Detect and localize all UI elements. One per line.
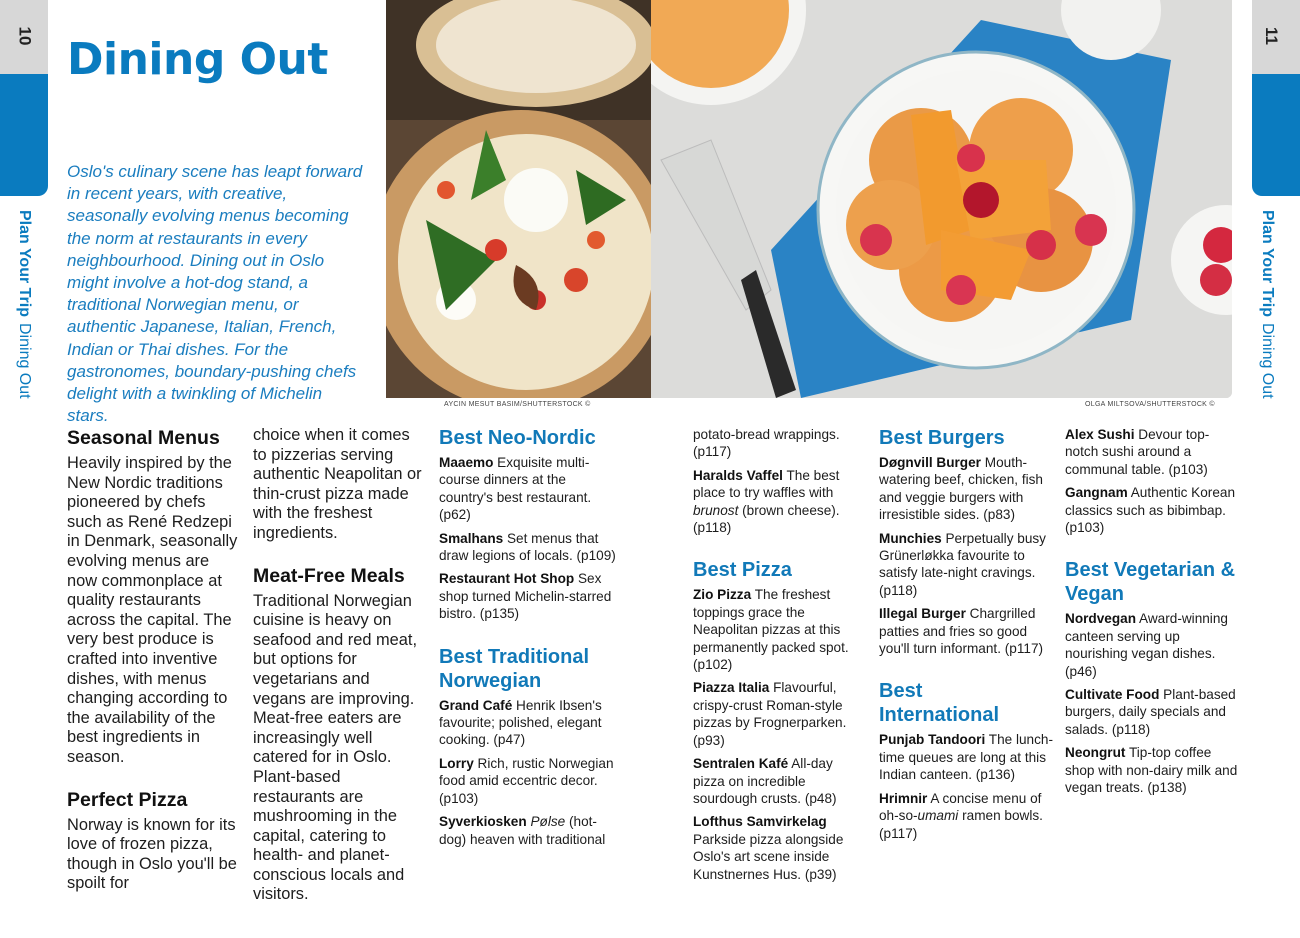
column-3 [439, 426, 619, 854]
list-item: Gangnam Authentic Korean classics such as bibimbap. (p103) [1065, 485, 1236, 536]
list-item: Alex Sushi Devour top-notch sushi around a communal table. (p103) [1065, 427, 1210, 477]
vegetarian-heading: Best Vegetarian & Vegan [1065, 559, 1236, 606]
perfect-pizza-text-b: choice when it comes to pizzerias serving authentic Neapolitan or thin-crust pizza made with the freshest ingredients. [253, 426, 422, 542]
photo-credit-left: AYCIN MESUT BASIM/SHUTTERSTOCK © [444, 401, 591, 408]
burgers-heading: Best Burgers [879, 427, 1005, 449]
list-item: Syverkiosken Pølse (hot-dog) heaven with traditional [439, 814, 606, 847]
page-number-right: 11 [1261, 27, 1281, 45]
column-4 [693, 426, 863, 889]
list-item: Cultivate Food Plant-based burgers, daily specials and salads. (p118) [1065, 687, 1236, 737]
list-item: Restaurant Hot Shop Sex shop turned Michelin-starred bistro. (p135) [439, 571, 612, 622]
section-name: Plan Your Trip [16, 210, 33, 317]
list-item: Døgnvill Burger Mouth-watering beef, chicken, fish and veggie burgers with irresistible sides. (p83) [879, 455, 1043, 523]
perfect-pizza-text-a: Norway is known for its love of frozen pizza, though in Oslo you'll be spoilt for [67, 815, 237, 893]
column-1 [67, 426, 239, 894]
list-item: Lorry Rich, rustic Norwegian food amid eccentric decor. (p103) [439, 755, 614, 806]
side-label-left [15, 210, 33, 399]
photo-credit-right: OLGA MILTSOVA/SHUTTERSTOCK © [1085, 401, 1215, 408]
list-item: Maaemo Exquisite multi-course dinners at the country's best restaurant. (p62) [439, 455, 592, 523]
side-label-right [1258, 210, 1276, 399]
page-number-left: 10 [15, 26, 35, 46]
list-item: Punjab Tandoori The lunch-time queues are long at this Indian canteen. (p136) [879, 732, 1053, 783]
list-item: Grand Café Henrik Ibsen's favourite; polished, elegant cooking. (p47) [439, 697, 602, 748]
right-section-tab [1252, 74, 1300, 196]
column-5 [879, 426, 1054, 848]
chapter-name: Dining Out [1259, 322, 1276, 399]
meatfree-text: Traditional Norwegian cuisine is heavy on seafood and red meat, but options for vegetarians and vegans are improving. Meat-free eaters are increasingly well catered for in Oslo. Plant-based restaurants are mushrooming in the capital, catering to health- and planet-conscious locals and visitors. [253, 591, 418, 904]
list-item: Munchies Perpetually busy Grünerløkka favourite to satisfy late-night cravings. (p118) [879, 530, 1046, 598]
list-item: Sentralen Kafé All-day pizza on incredible sourdough crusts. (p48) [693, 756, 837, 806]
list-item: Haralds Vaffel The best place to try waffles with brunost (brown cheese). (p118) [693, 467, 840, 536]
seasonal-heading: Seasonal Menus [67, 427, 220, 449]
pizza-heading: Best Pizza [693, 559, 792, 582]
waffles-photo [651, 0, 1232, 398]
list-item: Nordvegan Award-winning canteen serving up nourishing vegan dishes. (p46) [1065, 611, 1228, 679]
neonordic-heading: Best Neo-Nordic [439, 427, 596, 449]
meatfree-heading: Meat-Free Meals [253, 564, 405, 587]
list-item: Illegal Burger Chargrilled patties and fries so good you'll turn informant. (p117) [879, 606, 1044, 657]
page-title: Dining Out [67, 34, 328, 85]
list-item: Zio Pizza The freshest toppings grace the Neapolitan pizzas at this permanently packed spot. (p102) [693, 587, 849, 673]
chapter-name: Dining Out [16, 322, 33, 399]
international-heading: Best International [879, 680, 1000, 727]
left-section-tab [0, 74, 48, 196]
list-item: Smalhans Set menus that draw legions of locals. (p109) [439, 530, 616, 564]
traditional-heading: Best Traditional Norwegian [439, 645, 590, 692]
pizza-photo [386, 0, 651, 398]
list-item: Lofthus Samvirkelag Parkside pizza alongside Oslo's art scene inside Kunstnernes Hus. (p39) [693, 814, 844, 882]
list-item: Hrimnir A concise menu of oh-so-umami ramen bowls. (p117) [879, 790, 1043, 841]
list-item: Piazza Italia Flavourful, crispy-crust Roman-style pizzas by Frognerparken. (p93) [693, 680, 847, 748]
column-6 [1065, 426, 1240, 803]
column-2 [253, 426, 423, 905]
list-item-continued: potato-bread wrappings. (p117) [693, 427, 840, 460]
seasonal-text: Heavily inspired by the New Nordic traditions pioneered by chefs such as René Redzepi in Denmark, seasonally evolving menus are now commonplace at quality restaurants across the capital. The very best produce is crafted into inventive dishes, with menus changing according to the availability of the best ingredients in season. [67, 454, 238, 766]
list-item: Neongrut Tip-top coffee shop with non-dairy milk and vegan treats. (p138) [1065, 745, 1238, 796]
intro-paragraph: Oslo's culinary scene has leapt forward in recent years, with creative, seasonally evolving menus becoming the norm at restaurants in every neighbourhood. Dining out in Oslo might involve a hot-dog stand, a traditional Norwegian menu, or authentic Japanese, Italian, French, Indian or Thai dishes. For the gastronomes, boundary-pushing chefs delight with a twinkling of Michelin stars. [67, 162, 363, 426]
section-name: Plan Your Trip [1259, 210, 1276, 317]
perfect-pizza-heading: Perfect Pizza [67, 788, 188, 811]
